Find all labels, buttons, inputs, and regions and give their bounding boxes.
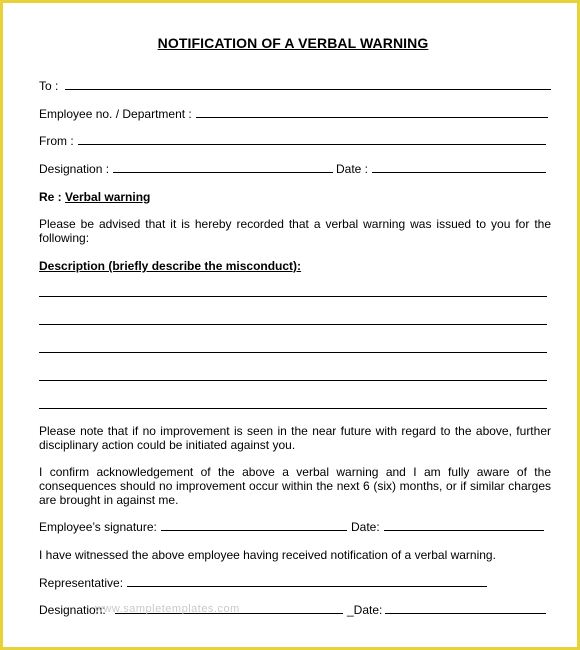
to-field-line[interactable] bbox=[65, 89, 551, 90]
document-title: NOTIFICATION OF A VERBAL WARNING bbox=[157, 35, 429, 51]
employee-no-field-line[interactable] bbox=[196, 117, 548, 118]
employee-signature-label: Employee’s signature: bbox=[39, 520, 157, 534]
signature-date-label: Date: bbox=[351, 520, 380, 534]
bottom-date-line[interactable] bbox=[385, 613, 546, 614]
bottom-date-label: _Date: bbox=[347, 603, 383, 617]
date-label: Date : bbox=[336, 162, 369, 176]
from-label: From : bbox=[39, 134, 74, 148]
to-label: To : bbox=[39, 79, 59, 93]
representative-label: Representative: bbox=[39, 576, 124, 590]
bottom-designation-label: Designation: bbox=[39, 603, 106, 617]
re-label: Re : bbox=[39, 190, 62, 204]
date-field-line[interactable] bbox=[372, 172, 546, 173]
employee-signature-line[interactable] bbox=[161, 530, 347, 531]
representative-line[interactable] bbox=[127, 586, 487, 587]
designation-label: Designation : bbox=[39, 162, 110, 176]
description-line[interactable] bbox=[39, 352, 547, 353]
employee-no-label: Employee no. / Department : bbox=[39, 107, 192, 121]
intro-paragraph: Please be advised that it is hereby recorded that a verbal warning was issued to you for the following: bbox=[39, 217, 551, 245]
description-line[interactable] bbox=[39, 408, 547, 409]
designation-field-line[interactable] bbox=[113, 172, 333, 173]
description-line[interactable] bbox=[39, 296, 547, 297]
re-subject: Verbal warning bbox=[65, 190, 151, 204]
confirm-paragraph: I confirm acknowledgement of the above a verbal warning and I am fully aware of the consequences should no improvement occur within the next 6 (six) months, or if similar charges are brought in against me. bbox=[39, 465, 551, 507]
signature-date-line[interactable] bbox=[384, 530, 544, 531]
description-heading: Description (briefly describe the misconduct): bbox=[39, 259, 302, 273]
from-field-line[interactable] bbox=[78, 144, 546, 145]
description-line[interactable] bbox=[39, 324, 547, 325]
description-line[interactable] bbox=[39, 380, 547, 381]
witness-statement: I have witnessed the above employee having received notification of a verbal warning. bbox=[39, 548, 496, 562]
watermark: www.sampletemplates.com bbox=[95, 603, 240, 615]
note-paragraph: Please note that if no improvement is seen in the near future with regard to the above, further disciplinary action could be initiated against you. bbox=[39, 424, 551, 452]
